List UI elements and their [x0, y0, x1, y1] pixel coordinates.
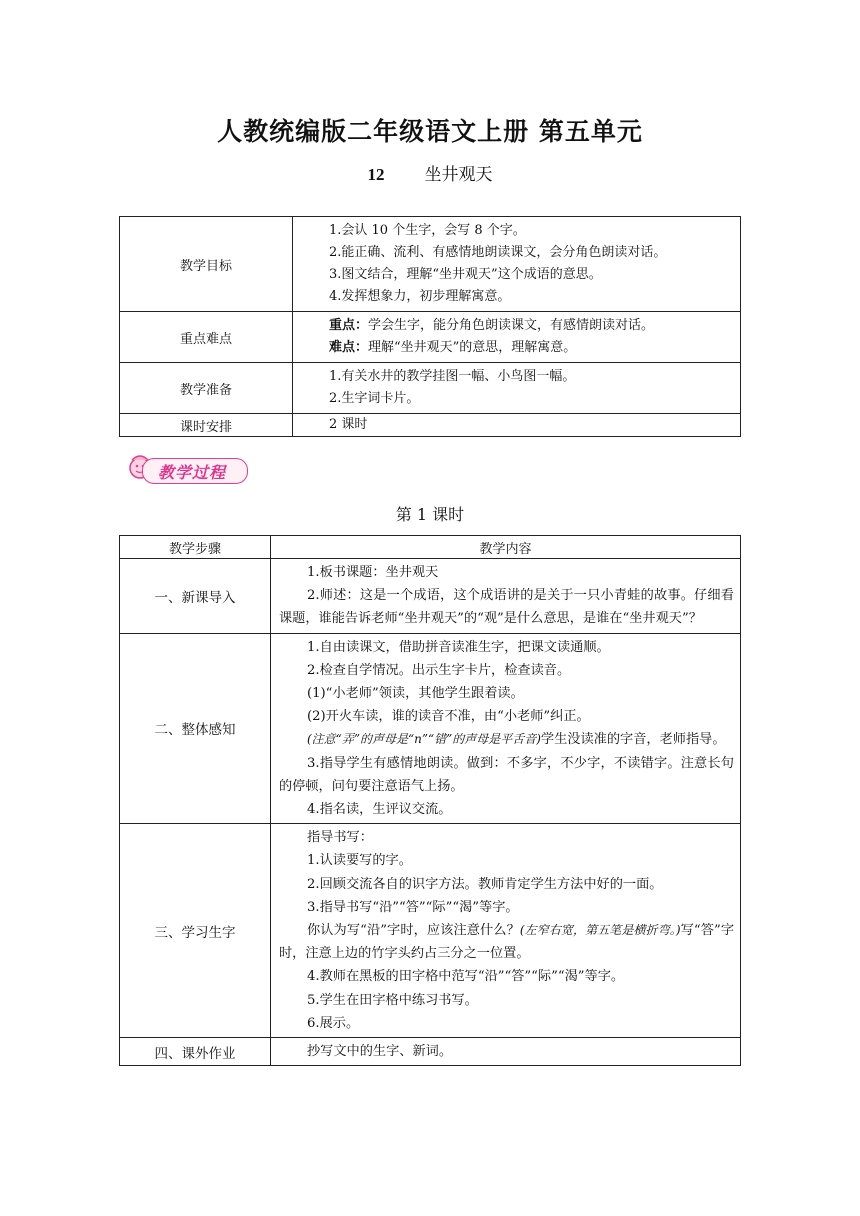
- row-label: 教学目标: [120, 217, 293, 312]
- paragraph: 指导书写：: [307, 830, 373, 846]
- key-label: 重点：: [329, 318, 369, 333]
- lesson-title: 坐井观天: [424, 165, 493, 185]
- table-row: [120, 1038, 741, 1066]
- row-label: 教学准备: [120, 363, 293, 414]
- table-row: [120, 633, 741, 824]
- step-content: [271, 559, 741, 634]
- paragraph-text: 你认为写“沿”字时，应该注意什么？: [307, 923, 520, 939]
- paragraph: 3.指导书写“沿”“答”“际”“渴”等字。: [307, 899, 519, 915]
- note-text: (注意“弄”的声母是“n”“错”的声母是平舌音): [307, 732, 541, 747]
- paragraph: 6.展示。: [307, 1015, 360, 1031]
- hard-text: 理解“坐井观天”的意思，理解寓意。: [368, 340, 577, 355]
- step-label: 一、新课导入: [120, 559, 271, 634]
- list-item: 1.会认 10 个生字，会写 8 个字。: [329, 223, 526, 238]
- steps-table: [119, 535, 741, 1066]
- list-item: 3.图文结合，理解“坐井观天”这个成语的意思。: [329, 267, 602, 282]
- step-label: 四、课外作业: [120, 1038, 271, 1066]
- row-content: [293, 363, 741, 414]
- list-item: [329, 337, 732, 359]
- key-text: 学会生字，能分角色朗读课文，有感情朗读对话。: [368, 318, 655, 333]
- paragraph: (2)开火车读，谁的读音不准，由“小老师”纠正。: [307, 709, 590, 725]
- row-content: [293, 217, 741, 312]
- list-item: [329, 315, 732, 337]
- paragraph: 2.回顾交流各自的识字方法。教师肯定学生方法中好的一面。: [307, 876, 663, 892]
- table-row: [120, 363, 741, 414]
- step-label: 二、整体感知: [120, 633, 271, 824]
- paragraph: 2.检查自学情况。出示生字卡片，检查读音。: [307, 662, 571, 678]
- lesson-number: 12: [367, 165, 385, 184]
- step-content: [271, 824, 741, 1038]
- paragraph-text: 学生没读准的字音，老师指导。: [540, 732, 726, 748]
- table-row: [120, 559, 741, 634]
- paragraph: 1.认读要写的字。: [307, 853, 412, 869]
- overview-table: [119, 216, 741, 437]
- step-label: 三、学习生字: [120, 824, 271, 1038]
- paragraph: 4.指名读，生评议交流。: [307, 802, 452, 818]
- page-title: 人教统编版二年级语文上册 第五单元: [217, 117, 643, 146]
- paragraph: 抄写文中的生字、新词。: [307, 1044, 453, 1060]
- step-content: [271, 1038, 741, 1066]
- lesson-heading: [0, 160, 860, 185]
- table-row: [120, 824, 741, 1038]
- table-row: [120, 217, 741, 312]
- list-item: 2.生字词卡片。: [329, 391, 420, 406]
- list-item: 4.发挥想象力，初步理解寓意。: [329, 289, 511, 304]
- column-header: 教学内容: [271, 536, 741, 559]
- note-text: (左窄右宽，第五笔是横折弯。): [519, 923, 681, 938]
- column-header: 教学步骤: [120, 536, 271, 559]
- paragraph: [279, 728, 734, 751]
- table-header-row: [120, 536, 741, 559]
- list-item: 2.能正确、流利、有感情地朗读课文，会分角色朗读对话。: [329, 245, 667, 260]
- paragraph-text: 写“答”字时，注意上边的竹字头约占三分之一位置。: [279, 923, 735, 962]
- row-content: [293, 312, 741, 363]
- row-content: [293, 414, 741, 437]
- paragraph: 4.教师在黑板的田字格中范写“沿”“答”“际”“渴”等字。: [307, 969, 625, 985]
- row-label: 课时安排: [120, 414, 293, 437]
- teaching-process-badge: [124, 448, 252, 488]
- step-content: [271, 633, 741, 824]
- paragraph: 1.自由读课文，借助拼音读准生字，把课文读通顺。: [307, 639, 610, 655]
- paragraph: 2.师述：这是一个成语，这个成语讲的是关于一只小青蛙的故事。仔细看课题，谁能告诉老师“坐井观天”的“观”是什么意思，是谁在“坐井观天”？: [279, 588, 734, 627]
- lesson-period: 第 1 课时: [395, 505, 465, 524]
- list-item: 2 课时: [329, 417, 368, 432]
- table-row: [120, 414, 741, 437]
- paragraph: (1)“小老师”领读，其他学生跟着读。: [307, 686, 524, 702]
- hard-label: 难点：: [329, 340, 369, 355]
- paragraph: 1.板书课题：坐井观天: [307, 565, 439, 580]
- row-label: 重点难点: [120, 312, 293, 363]
- paragraph: 3.指导学生有感情地朗读。做到：不多字，不少字，不读错字。注意长句的停顿，问句要注意语气上扬。: [279, 755, 734, 794]
- list-item: 1.有关水井的教学挂图一幅、小鸟图一幅。: [329, 369, 576, 384]
- paragraph: 5.学生在田字格中练习书写。: [307, 992, 478, 1008]
- badge-text: 教学过程: [158, 463, 227, 482]
- table-row: [120, 312, 741, 363]
- paragraph: [279, 919, 734, 965]
